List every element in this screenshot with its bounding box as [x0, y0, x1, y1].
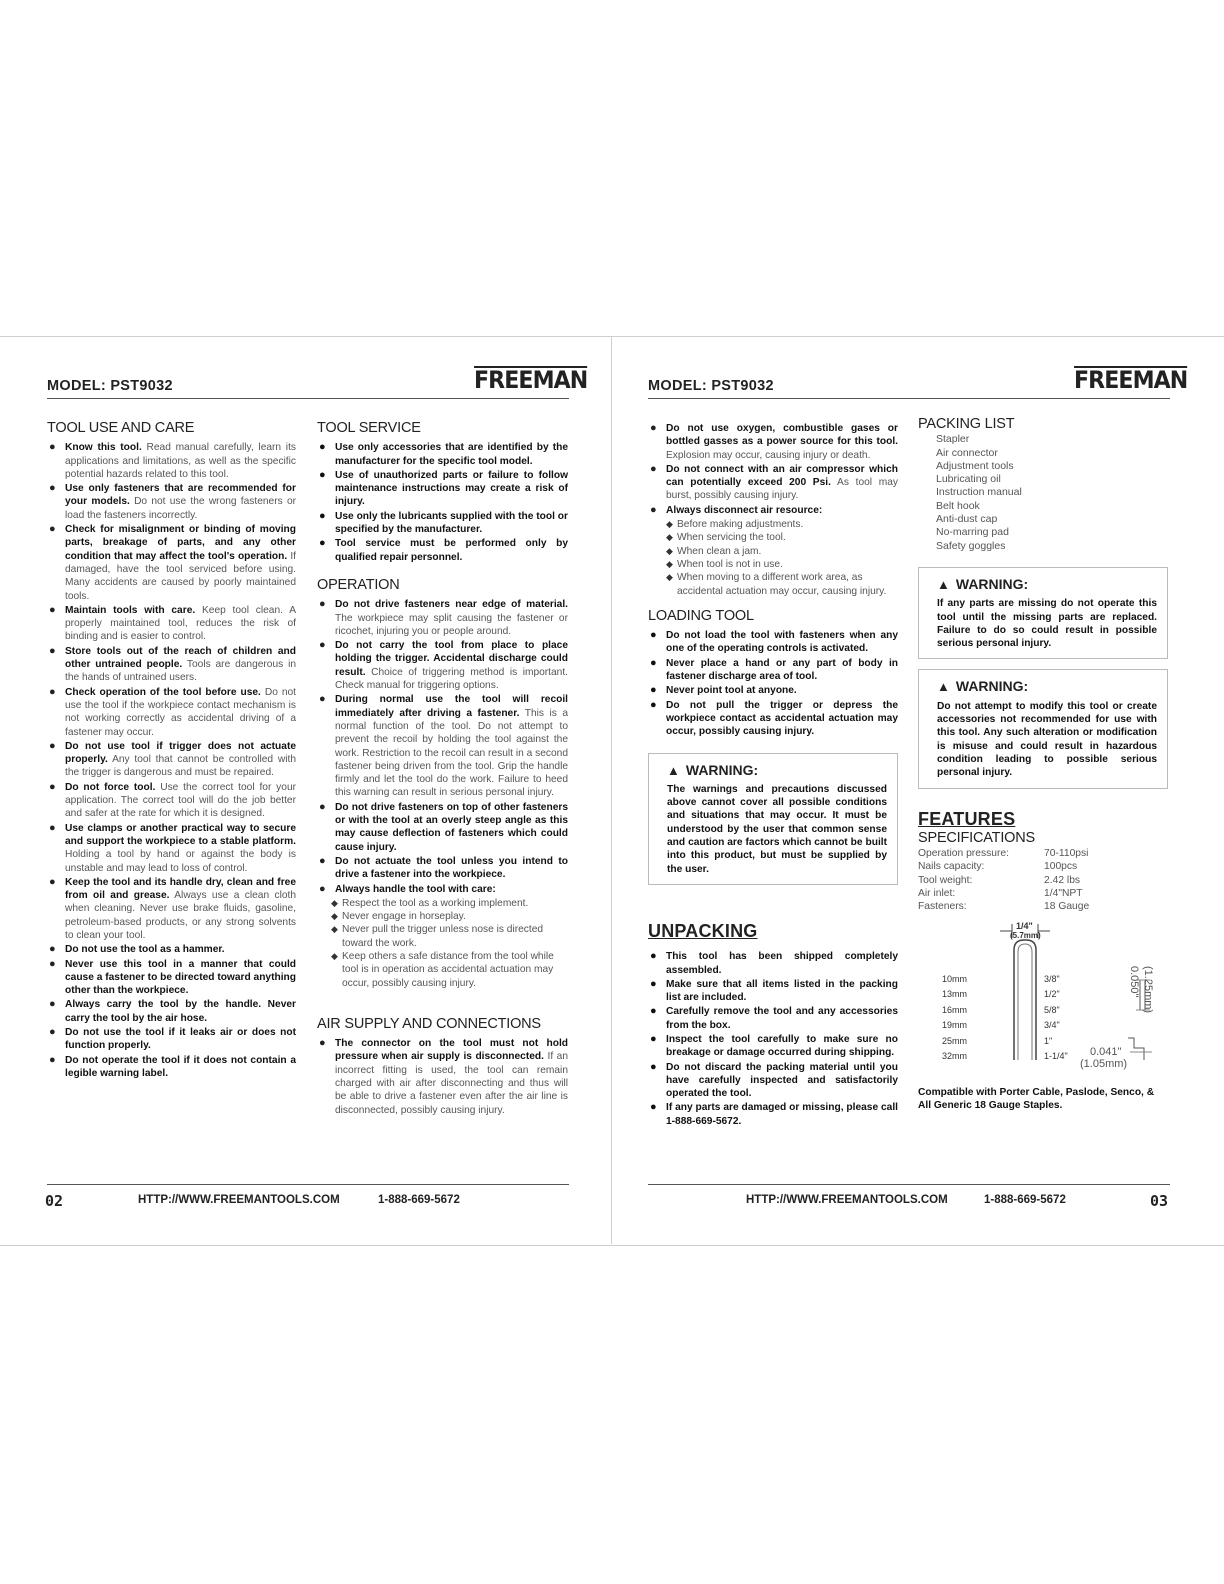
- crown-dimension-mm: (5.7mm): [1010, 930, 1041, 940]
- list-item: Lubricating oil: [936, 473, 1001, 486]
- footer-rule: [648, 1184, 1170, 1185]
- loading-heading: LOADING TOOL: [648, 607, 754, 624]
- page-number: 03: [1150, 1192, 1169, 1210]
- list-item: ● Do not force tool. Use the correct tool for your application. The correct tool will do the job better and safer at the rate for which it is designed.: [47, 781, 296, 821]
- spec-value: 1/4"NPT: [1044, 888, 1083, 900]
- list-item: Safety goggles: [936, 539, 1006, 552]
- list-item: ● Keep the tool and its handle dry, clean and free from oil and grease. Always use a clean cloth when cleaning. Never use brake fluids, gasoline, petroleum-based products, or any strong solvents to clean your tool.: [47, 876, 296, 942]
- unpacking-heading: UNPACKING: [648, 920, 758, 941]
- warning-triangle-icon: ▲: [937, 576, 950, 592]
- spec-label: Fasteners:: [918, 901, 967, 913]
- list-item: ● Do not load the tool with fasteners when any one of the operating controls is activated.: [648, 629, 898, 656]
- list-item: ● Do not connect with an air compressor which can potentially exceed 200 Psi. As tool may burst, possibly causing injury.: [648, 463, 898, 503]
- operation-sub-list: [331, 897, 568, 990]
- warning-triangle-icon: ▲: [937, 679, 950, 695]
- freeman-logo: FREEMAN: [1074, 366, 1188, 394]
- list-item: ● Check operation of the tool before use. Do not use the tool if the workpiece contact mechanism is not working correctly as accidental driving of a fastener may occur.: [47, 686, 296, 739]
- list-item: ● Use only accessories that are identified by the manufacturer for the specific tool model.: [317, 441, 568, 468]
- tool-use-heading: TOOL USE AND CARE: [47, 420, 195, 436]
- warning-title: ▲ WARNING:: [667, 761, 759, 778]
- list-item: ● During normal use the tool will recoil immediately after driving a fastener. This is a normal function of the tool. Do not attempt to prevent the recoil by holding the tool against the work. Restriction to the recoil can result in a second fastener being driven from the tool. Grip the handle firmly and let the tool do the work. Failure to heed this warning can result in serious personal injury.: [317, 693, 568, 799]
- list-item: Instruction manual: [936, 486, 1022, 499]
- list-item: Belt hook: [936, 499, 980, 512]
- spec-label: Air inlet:: [918, 888, 956, 900]
- leg-lengths-metric: [942, 972, 967, 1065]
- leg-length-imperial: 3/4": [1044, 1020, 1060, 1031]
- model-label: MODEL: PST9032: [47, 378, 173, 394]
- spec-value: 100pcs: [1044, 861, 1078, 873]
- compatibility-note: Compatible with Porter Cable, Paslode, Senco, & All Generic 18 Gauge Staples.: [918, 1086, 1155, 1111]
- air-supply-list: [317, 1037, 568, 1117]
- list-item: ● Do not use the tool as a hammer.: [47, 943, 296, 956]
- list-item: ● Use of unauthorized parts or failure to follow maintenance instructions may create a risk of injury.: [317, 469, 568, 509]
- packing-list-heading: PACKING LIST: [918, 416, 1015, 432]
- spec-row: [918, 887, 1089, 900]
- service-section: [317, 422, 568, 1118]
- spec-row: [918, 874, 1089, 887]
- list-item: ● This tool has been shipped completely assembled.: [648, 950, 898, 977]
- leg-length-metric: 16mm: [942, 1004, 968, 1015]
- leg-length-imperial: 1": [1044, 1035, 1053, 1046]
- list-item: ◆ When tool is not in use.: [666, 558, 898, 571]
- list-item: ● Use only the lubricants supplied with the tool or specified by the manufacturer.: [317, 510, 568, 537]
- list-item: ● Always disconnect air resource:: [648, 504, 898, 517]
- warning-title: ▲ WARNING:: [937, 678, 1029, 695]
- right-col-2: [918, 418, 1168, 1112]
- operation-list: [317, 598, 568, 896]
- spec-row: [918, 860, 1089, 873]
- list-item: ● Do not use the tool if it leaks air or does not function properly.: [47, 1026, 296, 1053]
- list-item: ◆ Respect the tool as a working implement.: [331, 897, 568, 910]
- list-item: ● Know this tool. Read manual carefully, learn its applications and limitations, as well as the specific potential hazards related to this tool.: [47, 441, 296, 481]
- list-item: Stapler: [936, 433, 970, 446]
- list-item: ● Make sure that all items listed in the packing list are included.: [648, 978, 898, 1005]
- list-item: ● Use only fasteners that are recommended for your models. Do not use the wrong fasteners or load the fasteners incorrectly.: [47, 482, 296, 522]
- thickness-dimension: 0.050": [1128, 965, 1140, 998]
- width-dimension-mm: (1.05mm): [1080, 1057, 1128, 1070]
- warning-title: ▲ WARNING:: [937, 575, 1029, 592]
- warning-text: The warnings and precautions discussed above cannot cover all possible conditions and situations that may occur. It must be understood by the user that common sense and caution are factors which cannot be built into this product, but must be supplied by the user.: [667, 783, 887, 875]
- list-item: ◆ When servicing the tool.: [666, 531, 898, 544]
- spec-label: Operation pressure:: [918, 848, 1010, 860]
- leg-lengths-imperial: [1044, 972, 1068, 1065]
- warning-text: Do not attempt to modify this tool or create accessories not recommended for use with this tool. Any such alteration or modification is misuse and could result in hazardous condition leading to possible serious personal injury.: [937, 700, 1157, 779]
- warning-text: If any parts are missing do not operate this tool until the missing parts are replaced. Failure to do so could result in possible serious personal injury.: [937, 598, 1157, 650]
- list-item: ● Always handle the tool with care:: [317, 883, 568, 896]
- list-item: ● Do not use oxygen, combustible gases or bottled gasses as a power source for this tool. Explosion may occur, causing injury or death.: [648, 422, 898, 462]
- list-item: ● Do not pull the trigger or depress the workpiece contact as accidental actuation may occur, possibly causing injury.: [648, 699, 898, 739]
- list-item: ● Maintain tools with care. Keep tool clean. A properly maintained tool, reduces the risk of binding and is easier to control.: [47, 604, 296, 644]
- warning-box-modify: [918, 669, 1168, 788]
- leg-length-imperial: 3/8": [1044, 973, 1060, 984]
- leg-length-imperial: 1-1/4": [1044, 1051, 1068, 1062]
- list-item: ◆ Before making adjustments.: [666, 518, 898, 531]
- footer-rule: [47, 1184, 569, 1185]
- list-item: Adjustment tools: [936, 459, 1014, 472]
- footer-phone: 1-888-669-5672: [984, 1194, 1066, 1206]
- list-item: ● Inspect the tool carefully to make sure no breakage or damage occurred during shipping.: [648, 1033, 898, 1060]
- model-label: MODEL: PST9032: [648, 378, 774, 394]
- list-item: ● Do not discard the packing material until you have carefully inspected and satisfactorily operated the tool.: [648, 1061, 898, 1101]
- footer-url[interactable]: HTTP://WWW.FREEMANTOOLS.COM: [138, 1194, 340, 1206]
- leg-length-metric: 32mm: [942, 1051, 968, 1062]
- tool-use-section: [47, 422, 296, 1081]
- packing-list: [918, 433, 1168, 553]
- list-item: ● Do not use tool if trigger does not actuate properly. Any tool that cannot be controlled with the trigger is dangerous and must be repaired.: [47, 740, 296, 780]
- list-item: ● Carefully remove the tool and any accessories from the box.: [648, 1005, 898, 1032]
- list-item: ● Never point tool at anyone.: [648, 684, 898, 697]
- list-item: ● Store tools out of the reach of children and other untrained people. Tools are dangerous in the hands of untrained users.: [47, 645, 296, 685]
- list-item: ◆ Never engage in horseplay.: [331, 910, 568, 923]
- unpacking-list: [648, 950, 898, 1128]
- list-item: ● Never use this tool in a manner that could cause a fastener to be directed toward anything other than the workpiece.: [47, 958, 296, 998]
- specifications-table: [918, 847, 1089, 913]
- spec-label: Tool weight:: [918, 874, 973, 886]
- spec-row: [918, 900, 1089, 913]
- list-item: ◆ When clean a jam.: [666, 545, 898, 558]
- list-item: ● Do not operate the tool if it does not contain a legible warning label.: [47, 1054, 296, 1081]
- air-safety-list: [648, 422, 898, 517]
- list-item: ● Always carry the tool by the handle. Never carry the tool by the air hose.: [47, 998, 296, 1025]
- list-item: ◆ Keep others a safe distance from the tool while tool is in operation as accidental actuation may occur, possibly causing injury.: [331, 950, 568, 990]
- right-col-1: [648, 422, 898, 1129]
- footer-phone: 1-888-669-5672: [378, 1194, 460, 1206]
- list-item: ● If any parts are damaged or missing, please call 1-888-669-5672.: [648, 1101, 898, 1128]
- specifications-heading: SPECIFICATIONS: [918, 829, 1035, 846]
- leg-length-metric: 25mm: [942, 1035, 968, 1046]
- leg-length-imperial: 5/8": [1044, 1004, 1060, 1015]
- list-item: ◆ Never pull the trigger unless nose is directed toward the work.: [331, 923, 568, 950]
- header-rule: [648, 398, 1170, 399]
- list-item: ● The connector on the tool must not hold pressure when air supply is disconnected. If an incorrect fitting is used, the tool can remain charged with air after disconnecting and thus will be able to drive a fastener even after the air line is disconnected, possibly causing injury.: [317, 1037, 568, 1117]
- list-item: ● Do not carry the tool from place to place holding the trigger. Accidental discharge could result. Choice of triggering method is important. Check manual for triggering options.: [317, 639, 568, 692]
- list-item: No-marring pad: [936, 526, 1009, 539]
- crown-dimension: 1/4": [1016, 920, 1033, 931]
- width-dimension: 0.041": [1090, 1045, 1122, 1058]
- tool-service-heading: TOOL SERVICE: [317, 420, 421, 436]
- list-item: Air connector: [936, 446, 998, 459]
- staple-diagram: [918, 920, 1168, 1070]
- tool-use-list: [47, 441, 296, 1080]
- air-supply-heading: AIR SUPPLY AND CONNECTIONS: [317, 1015, 541, 1032]
- list-item: ● Check for misalignment or binding of moving parts, breakage of parts, and any other condition that may affect the tool's operation. If damaged, have the tool serviced before using. Many accidents are caused by poorly maintained tools.: [47, 523, 296, 603]
- header-rule: [47, 398, 569, 399]
- leg-length-imperial: 1/2": [1044, 989, 1060, 1000]
- page-02: [0, 336, 611, 1244]
- spec-row: [918, 847, 1089, 860]
- leg-length-metric: 19mm: [942, 1020, 968, 1031]
- warning-box-missing-parts: [918, 567, 1168, 659]
- loading-list: [648, 629, 898, 738]
- page-number: 02: [45, 1192, 64, 1210]
- page-03: [612, 336, 1224, 1244]
- spec-value: 70-110psi: [1044, 848, 1089, 860]
- leg-length-metric: 13mm: [942, 989, 968, 1000]
- warning-box: [648, 753, 898, 885]
- list-item: ● Use clamps or another practical way to secure and support the workpiece to a stable platform. Holding a tool by hand or against the body is unstable and may lead to loss of control.: [47, 822, 296, 875]
- list-item: Anti-dust cap: [936, 513, 998, 526]
- warning-triangle-icon: ▲: [667, 762, 680, 778]
- list-item: ◆ When moving to a different work area, as accidental actuation may occur, causing injury.: [666, 571, 898, 598]
- list-item: ● Never place a hand or any part of body in fastener discharge area of tool.: [648, 657, 898, 684]
- list-item: ● Tool service must be performed only by qualified repair personnel.: [317, 537, 568, 564]
- features-heading: FEATURES: [918, 808, 1016, 829]
- thickness-dimension-mm: (1.25mm): [1142, 965, 1154, 1013]
- leg-length-metric: 10mm: [942, 973, 968, 984]
- spec-value: 2.42 lbs: [1044, 874, 1081, 886]
- spec-value: 18 Gauge: [1044, 901, 1090, 913]
- freeman-logo: FREEMAN: [474, 366, 588, 394]
- list-item: ● Do not actuate the tool unless you intend to drive a fastener into the workpiece.: [317, 855, 568, 882]
- footer-url[interactable]: HTTP://WWW.FREEMANTOOLS.COM: [746, 1194, 948, 1206]
- spec-label: Nails capacity:: [918, 861, 985, 873]
- tool-service-list: [317, 441, 568, 564]
- list-item: ● Do not drive fasteners near edge of material. The workpiece may split causing the fastener or ricochet, injuring you or people around.: [317, 598, 568, 638]
- operation-heading: OPERATION: [317, 576, 400, 593]
- list-item: ● Do not drive fasteners on top of other fasteners or with the tool at an overly steep angle as this may cause deflection of fasteners which could cause injury.: [317, 801, 568, 854]
- air-disconnect-sub-list: [666, 518, 898, 598]
